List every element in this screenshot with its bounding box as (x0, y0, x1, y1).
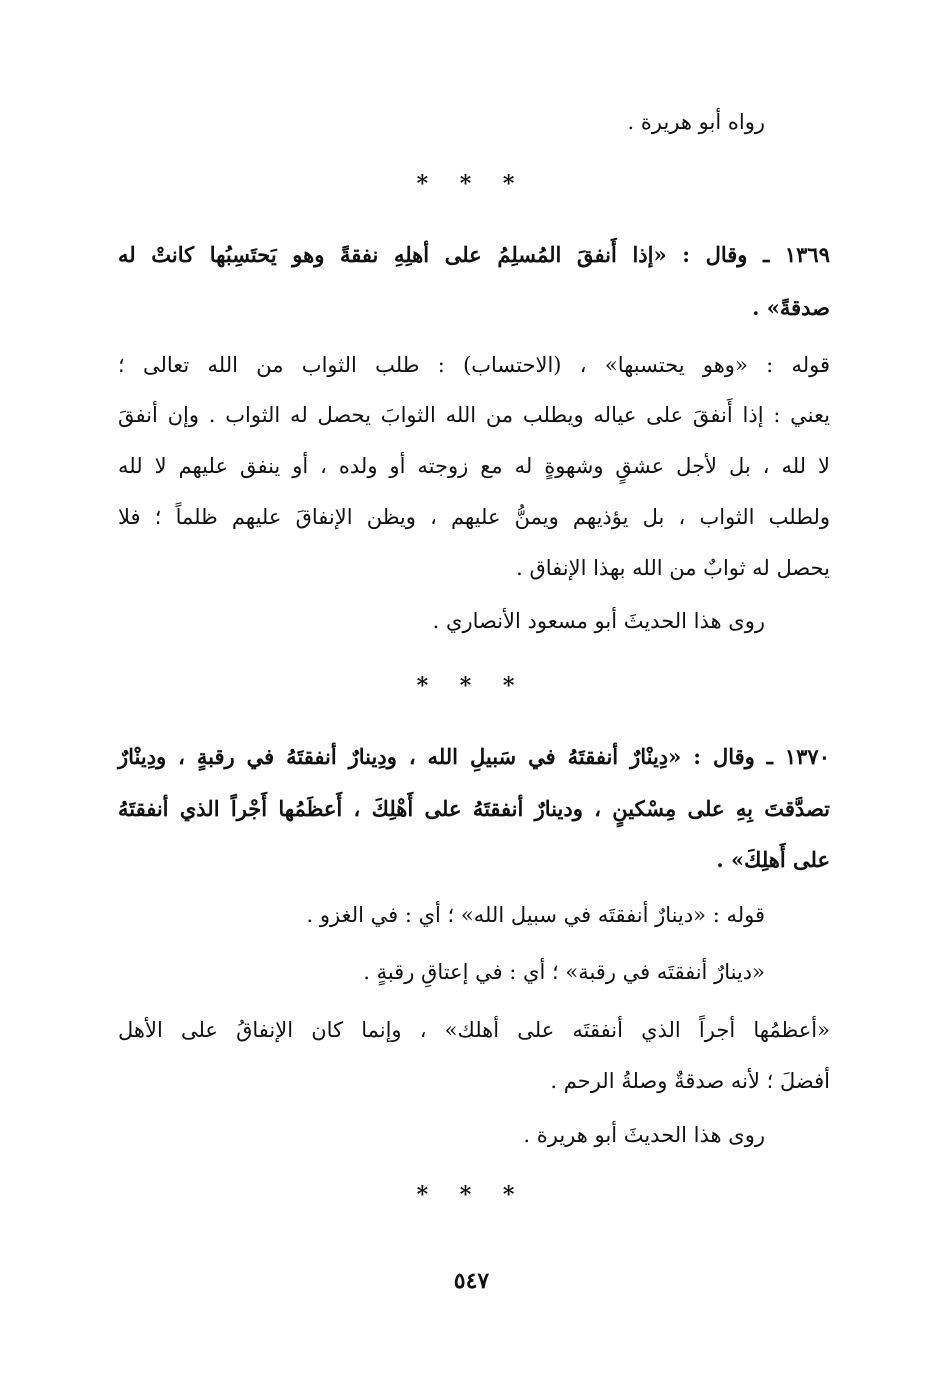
commentary-1370-line-4: أفضلَ ؛ لأنه صدقةٌ وصلةُ الرحم . (550, 1069, 830, 1093)
commentary-1370-line-2: «دينارٌ أنفقتَه في رقبة» ؛ أي : في إعتاقِ رقبةٍ . (363, 960, 765, 984)
hadith-1370-line-2: تصدَّقتَ بِهِ على مِسْكينٍ ، ودينارٌ أنفقتَهُ على أَهْلِكَ ، أَعظَمُها أَجْراً الذي أنفقتَهُ (118, 796, 830, 821)
section-separator-1: * * * (416, 171, 527, 197)
narrator-line-previous: رواه أبو هريرة . (627, 110, 765, 134)
commentary-1370-line-1: قوله : «دينارٌ أنفقتَه في سبيل الله» ؛ أي : في الغزو . (306, 903, 765, 927)
section-separator-2: * * * (416, 673, 527, 699)
commentary-1369-line-1: قوله : «وهو يحتسبها» ، (الاحتساب) : طلب الثواب من الله تعالى ؛ (118, 353, 830, 377)
commentary-1370-line-3: «أعظمُها أجراً الذي أنفقتَه على أهلك» ، وإنما كان الإنفاقُ على الأهل (118, 1018, 830, 1042)
commentary-1369-line-3: لا لله ، بل لأجل عشقٍ وشهوةٍ له مع زوجته أو ولده ، أو ينفق عليهم لا لله (118, 454, 830, 478)
narrator-1370: روى هذا الحديثَ أبو هريرة . (523, 1123, 765, 1147)
hadith-1370-line-3: على أَهلِكَ» . (716, 847, 830, 872)
section-separator-3: * * * (416, 1182, 527, 1208)
hadith-1370-line-1: ١٣٧٠ ـ وقال : «دِينْارٌ أنفقتَهُ في سَبيلِ الله ، ودِينارٌ أنفقتَهُ في رقبةٍ ، ودِينْارٌ (118, 744, 830, 769)
narrator-1369: روى هذا الحديثَ أبو مسعود الأنصاري . (432, 609, 765, 633)
hadith-1369-line-2: صدقةً» . (752, 295, 830, 320)
commentary-1369-line-2: يعني : إذا أَنفقَ على عياله ويطلب من الله الثوابَ يحصل له الثواب . وإن أنفقَ (118, 403, 830, 427)
page-number: ٥٤٧ (453, 1268, 490, 1294)
hadith-1369-line-1: ١٣٦٩ ـ وقال : «إذا أَنفقَ المُسلِمُ على أهلِهِ نفقةً وهو يَحتَسِبُها كانتْ له (118, 242, 830, 267)
commentary-1369-line-4: ولطلب الثواب ، بل يؤذيهم ويمنُّ عليهم ، ويظن الإنفاقَ عليهم ظلماً ؛ فلا (118, 505, 830, 529)
commentary-1369-line-5: يحصل له ثوابٌ من الله بهذا الإنفاق . (516, 556, 830, 580)
